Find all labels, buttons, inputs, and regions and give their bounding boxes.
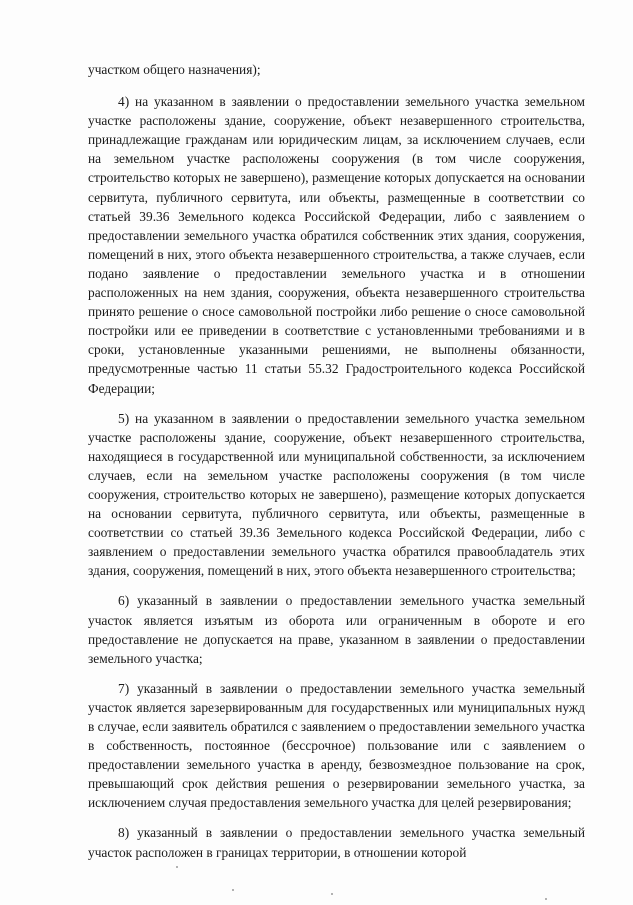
paragraph-item-8: 8) указанный в заявлении о предоставлении земельного участка земельный участок расположен в границах территории, в отношении которой [88,825,585,860]
scan-speck [232,889,234,891]
scan-speck [545,898,547,900]
paragraph-continuation: участком общего назначения); [88,62,261,77]
scan-speck [176,866,178,868]
paragraph-item-6: 6) указанный в заявлении о предоставлении земельного участка земельный участок является изъятым из оборота или ограниченным в обороте и его предоставление не допускается на праве, указанном в заявлении о предоставлении земельного участка; [88,593,585,666]
scan-speck [331,893,333,895]
document-body [88,60,585,873]
paragraph-item-5: 5) на указанном в заявлении о предоставлении земельного участка земельном участке расположены здание, сооружение, объект незавершенного строительства, находящиеся в государственной или муниципальной собственности, за исключением случаев, если на земельном участке расположены сооружения (в том числе сооружения, строительство которых не завершено), размещение которых допускается на основании сервитута, публичного сервитута, или объекты, размещенные в соответствии со статьей 39.36 Земельного кодекса Российской Федерации, либо с заявлением о предоставлении земельного участка обратился правообладатель этих здания, сооружения, помещений в них, этого объекта незавершенного строительства; [88,410,585,579]
paragraph-item-7: 7) указанный в заявлении о предоставлении земельного участка земельный участок является зарезервированным для государственных или муниципальных нужд в случае, если заявитель обратился с заявлением о предоставлении земельного участка в собственность, постоянное (бессрочное) пользование или с заявлением о предоставлении земельного участка в аренду, безвозмездное пользование на срок, превышающий срок действия решения о резервировании земельного участка, за исключением случая предоставления земельного участка для целей резервирования; [88,680,585,811]
paragraph-item-4: 4) на указанном в заявлении о предоставлении земельного участка земельном участке расположены здание, сооружение, объект незавершенного строительства, принадлежащие гражданам или юридическим лицам, за исключением случаев, если на земельном участке расположены сооружения (в том числе сооружения, строительство которых не завершено), размещение которых допускается на основании сервитута, публичного сервитута, или объекты, размещенные в соответствии со статьей 39.36 Земельного кодекса Российской Федерации, либо с заявлением о предоставлении земельного участка обратился собственник этих здания, сооружения, помещений в них, этого объекта незавершенного строительства, а также случаев, если подано заявление о предоставлении земельного участка и в отношении расположенных на нем здания, сооружения, объекта незавершенного строительства принято решение о сносе самовольной постройки либо решение о сносе самовольной постройки или ее приведении в соответствие с установленными требованиями и в сроки, установленные указанными решениями, не выполнены обязанности, предусмотренные частью 11 статьи 55.32 Градостроительного кодекса Российской Федерации; [88,94,585,396]
